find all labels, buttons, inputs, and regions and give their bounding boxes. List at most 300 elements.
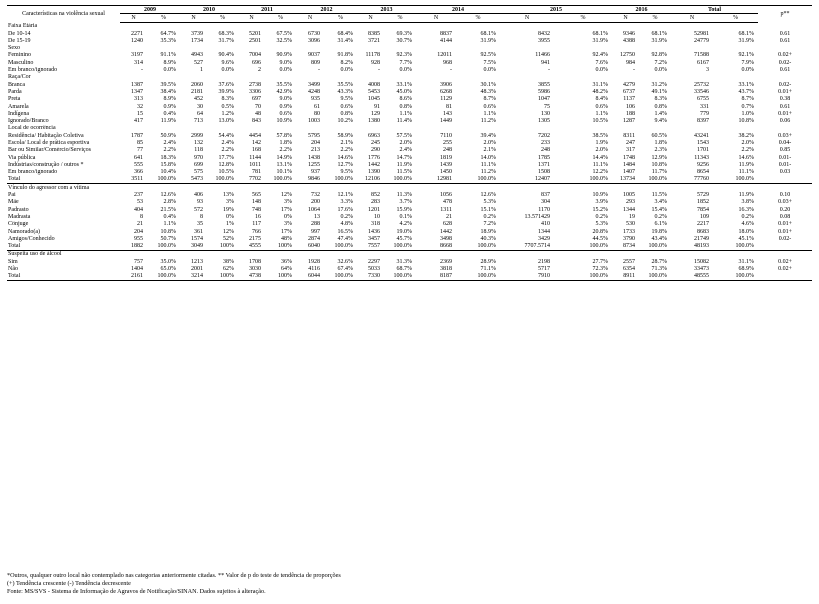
cell-percent: 48.2%	[592, 88, 609, 95]
cell-percent: 39.5%	[160, 81, 176, 88]
cell-percent: 100.0%	[639, 273, 671, 281]
cell-percent: 91.8%	[337, 52, 354, 59]
cell-percent: 14.6%	[337, 154, 354, 161]
cell-percent: 64.7%	[160, 30, 176, 37]
cell-percent: 15.2%	[592, 206, 609, 213]
cell-percent: 10.4%	[160, 169, 176, 176]
cell-count: -	[318, 67, 321, 74]
cell-count: 5201	[249, 30, 261, 37]
cell-percent: 100.0%	[147, 273, 180, 281]
header-n: N	[416, 14, 456, 22]
cell-percent: 8.9%	[163, 96, 176, 103]
cell-percent: 0.9%	[279, 103, 293, 110]
row-label: Padrasto	[8, 206, 29, 213]
cell-count: 9037	[308, 52, 321, 59]
cell-count: 12011	[437, 52, 453, 59]
row-label: Em branco/ignorado	[8, 169, 58, 176]
cell-percent: 21.5%	[160, 206, 176, 213]
cell-count: 366	[134, 169, 143, 176]
header-n: N	[357, 14, 384, 22]
cell-percent: 50.7%	[160, 235, 176, 242]
cell-percent: 64%	[281, 266, 293, 273]
cell-percent: 15.4%	[651, 206, 668, 213]
cell-count: 4144	[440, 37, 453, 44]
table-row	[7, 258, 812, 265]
row-label: Preta	[8, 96, 21, 103]
cell-count: 361	[194, 228, 203, 235]
cell-count: 1011	[249, 161, 261, 168]
header-pct: %	[456, 14, 500, 22]
cell-count: 3739	[191, 30, 203, 37]
cell-percent: 10.1%	[276, 169, 293, 176]
cell-count: 8187	[416, 273, 456, 281]
cell-count: 3721	[368, 37, 381, 44]
cell-percent: 67.4%	[337, 266, 354, 273]
cell-percent: 31.1%	[738, 258, 755, 265]
cell-percent: 100.0%	[324, 273, 357, 281]
cell-count: 313	[134, 96, 143, 103]
cell-count: 4388	[623, 37, 636, 44]
cell-p-value: 0.01-	[778, 154, 792, 161]
cell-count: 8668	[416, 243, 456, 251]
cell-count: 1390	[368, 169, 381, 176]
cell-count: 19	[629, 213, 636, 220]
cell-count: 1201	[368, 206, 381, 213]
header-year: 2012	[296, 6, 357, 14]
cell-percent: 40.3%	[480, 235, 497, 242]
cell-count: 1734	[191, 37, 203, 44]
table-row	[7, 147, 812, 154]
cell-count: 1748	[623, 154, 636, 161]
cell-count: 997	[311, 228, 321, 235]
cell-percent: 2.2%	[340, 147, 354, 154]
cell-count: 188	[626, 110, 636, 117]
cell-count: 117	[252, 221, 261, 228]
cell-percent: 10.8%	[738, 118, 755, 125]
row-label: Bar ou Similar/Comércio/Serviços	[8, 147, 91, 154]
cell-percent: 50.9%	[160, 132, 176, 139]
cell-count: 255	[443, 139, 453, 146]
cell-percent: 19%	[223, 206, 234, 213]
cell-count: 8734	[612, 243, 639, 251]
cell-p-value: 0.02+	[778, 266, 792, 273]
row-label: Indústrias/construção / outros *	[8, 161, 84, 168]
cell-percent: 0%	[226, 213, 234, 220]
cell-percent: 8.7%	[741, 96, 755, 103]
header-year: 2016	[612, 6, 671, 14]
cell-count: 2297	[368, 258, 381, 265]
cell-percent: 19.0%	[396, 228, 413, 235]
cell-percent: 100.0%	[713, 273, 758, 281]
cell-p-value: 0.03+	[778, 199, 792, 206]
header-pct: %	[265, 14, 296, 22]
table-row	[7, 30, 812, 37]
cell-percent: 17%	[281, 206, 293, 213]
cell-percent: 100.0%	[147, 176, 180, 184]
cell-percent: 12.7%	[337, 161, 354, 168]
cell-count: 779	[700, 110, 710, 117]
header-p-value: p**	[758, 6, 812, 23]
cell-percent: 5.3%	[483, 199, 497, 206]
cell-p-value	[758, 176, 812, 184]
cell-count: 15082	[694, 258, 710, 265]
cell-count: 118	[194, 147, 203, 154]
cell-percent: 71.1%	[480, 266, 497, 273]
cell-count: 1170	[538, 206, 551, 213]
cell-percent: 0.2%	[595, 213, 609, 220]
cell-percent: 0.0%	[340, 67, 354, 74]
cell-percent: 12%	[281, 192, 293, 199]
cell-count: 12981	[416, 176, 456, 184]
cell-percent: 1.8%	[279, 139, 293, 146]
cell-count: 35	[197, 221, 203, 228]
cell-p-value: 0.38	[779, 96, 791, 103]
cell-percent: 72.3%	[592, 266, 609, 273]
cell-count: 8837	[440, 30, 453, 37]
total-row	[7, 243, 812, 251]
cell-count: 4555	[238, 243, 265, 251]
cell-percent: 11.9%	[160, 118, 176, 125]
cell-count: 1	[200, 67, 203, 74]
cell-percent: 1.1%	[163, 221, 176, 228]
cell-percent: 8.6%	[399, 96, 413, 103]
cell-count: 1045	[368, 96, 381, 103]
cell-percent: 0.6%	[279, 110, 293, 117]
cell-percent: 0.2%	[654, 213, 668, 220]
cell-count: 1450	[440, 169, 453, 176]
cell-percent: 45.0%	[396, 88, 413, 95]
cell-percent: 13.0%	[218, 118, 234, 125]
section-title: Local de ocorrência	[8, 125, 56, 132]
cell-count: 331	[700, 103, 710, 110]
cell-percent: 30.1%	[480, 81, 497, 88]
cell-p-value	[758, 273, 812, 281]
cell-percent: 31.7%	[218, 37, 234, 44]
cell-count: 941	[541, 59, 551, 66]
cell-p-value: 0.02+	[778, 258, 792, 265]
cell-count: 2161	[120, 273, 147, 281]
cell-percent: 90.9%	[276, 52, 293, 59]
cell-percent: 18.9%	[480, 228, 497, 235]
cell-percent: 92.4%	[592, 52, 609, 59]
cell-percent: 31.9%	[480, 37, 497, 44]
cell-count: 6354	[623, 266, 636, 273]
cell-percent: 67.5%	[276, 30, 293, 37]
cell-percent: 2.1%	[483, 147, 497, 154]
cell-percent: 10.8%	[651, 161, 668, 168]
note-line-3: Fonte: MS/SVS - Sistema de Informação de Agravos de Notificação/SINAN. Dados sujeitos à alteração.	[7, 588, 266, 596]
cell-p-value: 0.02-	[778, 59, 792, 66]
cell-count: 1407	[623, 169, 636, 176]
cell-count: 757	[134, 258, 143, 265]
cell-count: 3429	[538, 235, 551, 242]
cell-count: 1776	[368, 154, 381, 161]
cell-count: 77	[137, 147, 143, 154]
cell-count: 3030	[249, 266, 261, 273]
cell-percent: 0.4%	[163, 213, 176, 220]
row-label: Cônjuge	[8, 221, 29, 228]
cell-percent: 10.5%	[592, 118, 609, 125]
cell-p-value: 0.01+	[778, 88, 792, 95]
cell-count: 1129	[440, 96, 453, 103]
table-row	[7, 37, 812, 44]
cell-percent: 0.7%	[741, 103, 755, 110]
cell-percent: 17%	[281, 228, 293, 235]
cell-count: 142	[252, 139, 261, 146]
cell-count: 748	[252, 206, 261, 213]
table-row	[7, 139, 812, 146]
cell-count: 1404	[131, 266, 143, 273]
cell-percent: 3.8%	[741, 199, 755, 206]
cell-percent: 9.0%	[279, 59, 293, 66]
cell-count: 6755	[697, 96, 710, 103]
cell-count: 2369	[440, 258, 453, 265]
cell-count: 1442	[440, 228, 453, 235]
cell-count: 852	[371, 192, 381, 199]
cell-count: 641	[134, 154, 143, 161]
cell-count: 1047	[538, 96, 551, 103]
cell-percent: 12.6%	[480, 192, 497, 199]
cell-count: 8311	[623, 132, 636, 139]
cell-count: 8683	[697, 228, 710, 235]
cell-percent: 2.1%	[340, 139, 354, 146]
cell-percent: 68.7%	[396, 266, 413, 273]
cell-percent: 100.0%	[554, 273, 612, 281]
row-label: Ignorado/Branco	[8, 118, 49, 125]
cell-percent: 1%	[226, 221, 234, 228]
cell-count: -	[450, 67, 453, 74]
cell-percent: 0.2%	[483, 213, 497, 220]
cell-percent: 11.4%	[396, 118, 413, 125]
cell-count: 3457	[368, 235, 381, 242]
cell-percent: 31.2%	[651, 81, 668, 88]
cell-percent: 90.4%	[218, 52, 234, 59]
cell-count: 314	[134, 59, 143, 66]
header-year: 2011	[238, 6, 296, 14]
cell-count: 8397	[697, 118, 710, 125]
cell-percent: 5.3%	[595, 221, 609, 228]
cell-count: 213	[311, 147, 321, 154]
cell-count: 204	[311, 139, 321, 146]
cell-count: 1733	[623, 228, 636, 235]
cell-percent: 68.1%	[651, 30, 668, 37]
cell-count: 1701	[697, 147, 710, 154]
cell-percent: 43.3%	[337, 88, 354, 95]
cell-count: 6963	[368, 132, 381, 139]
cell-percent: 68.9%	[738, 266, 755, 273]
cell-percent: 100.0%	[554, 243, 612, 251]
cell-percent: 10.5%	[218, 169, 234, 176]
row-label: Escola/ Local de prática esportiva	[8, 139, 90, 146]
cell-percent: 0.6%	[483, 103, 497, 110]
cell-percent: 100.0%	[384, 243, 416, 251]
cell-percent: 38.4%	[160, 88, 176, 95]
cell-count: 6730	[308, 30, 321, 37]
section-title: Raça/Cor	[8, 74, 31, 81]
table-row	[7, 52, 812, 59]
cell-count: 6268	[440, 88, 453, 95]
cell-percent: 11.5%	[396, 169, 413, 176]
cell-count: 697	[252, 96, 261, 103]
cell-percent: 3.4%	[654, 199, 668, 206]
cell-percent: 17.6%	[337, 206, 354, 213]
header-n: N	[612, 14, 639, 22]
cell-count: 48193	[671, 243, 713, 251]
cell-percent: 10.2%	[337, 118, 354, 125]
table-notes	[7, 572, 341, 597]
cell-percent: 7.6%	[595, 59, 609, 66]
cell-percent: 0.5%	[221, 103, 234, 110]
cell-count: 1387	[131, 81, 143, 88]
cell-percent: 68.1%	[738, 30, 755, 37]
cell-percent: 0.8%	[399, 103, 413, 110]
cell-count: 1380	[368, 118, 381, 125]
cell-count: 2181	[191, 88, 203, 95]
cell-count: 3197	[131, 52, 143, 59]
cell-p-value: 0.61	[779, 30, 791, 37]
cell-percent: 3%	[226, 199, 234, 206]
cell-percent: 49.1%	[651, 88, 668, 95]
cell-count: 417	[134, 118, 143, 125]
cell-percent: 0.4%	[163, 110, 176, 117]
cell-count: 6167	[697, 59, 710, 66]
total-row	[7, 273, 812, 281]
cell-count: 2501	[249, 37, 261, 44]
cell-percent: 2.0%	[483, 139, 497, 146]
cell-count: 8911	[612, 273, 639, 281]
cell-p-value: 0.08	[779, 213, 791, 220]
table-row	[7, 191, 812, 198]
cell-count: 6040	[296, 243, 324, 251]
section-row	[7, 125, 812, 132]
cell-count: 1213	[191, 258, 203, 265]
table-row	[7, 235, 812, 242]
row-label: Feminino	[8, 52, 32, 59]
cell-p-value: 0.61	[779, 67, 791, 74]
cell-count: 1344	[538, 228, 551, 235]
cell-count: 4279	[623, 81, 636, 88]
cell-percent: 12%	[223, 228, 234, 235]
cell-count: 565	[252, 192, 261, 199]
cell-percent: 7.9%	[741, 59, 755, 66]
cell-percent: 14.7%	[396, 154, 413, 161]
cell-count: 3499	[308, 81, 321, 88]
cell-count: 30	[197, 103, 203, 110]
cell-percent: 9.5%	[340, 96, 354, 103]
cell-count: 2217	[697, 221, 710, 228]
cell-count: 9846	[296, 176, 324, 184]
cell-count: 32	[137, 103, 143, 110]
cell-p-value	[758, 243, 812, 251]
cell-count: 3306	[249, 88, 261, 95]
cell-count: 7702	[238, 176, 265, 184]
cell-percent: 100.0%	[384, 273, 416, 281]
cell-count: 132	[194, 139, 203, 146]
cell-percent: 8.9%	[163, 59, 176, 66]
cell-count: 245	[371, 139, 381, 146]
cell-count: 575	[194, 169, 203, 176]
cell-percent: 6.1%	[654, 221, 668, 228]
cell-percent: 38%	[223, 258, 234, 265]
cell-percent: 8.4%	[595, 96, 609, 103]
cell-count: 248	[443, 147, 453, 154]
cell-percent: 100%	[265, 273, 296, 281]
cell-count: 406	[194, 192, 203, 199]
cell-count: 7854	[697, 206, 710, 213]
cell-percent: 3.3%	[340, 199, 354, 206]
cell-percent: 92.1%	[738, 52, 755, 59]
cell-count: 3049	[180, 243, 207, 251]
table-row	[7, 221, 812, 228]
cell-percent: 58.9%	[337, 132, 354, 139]
cell-count: 64	[197, 110, 203, 117]
cell-count: 16	[255, 213, 261, 220]
cell-percent: 8.3%	[654, 96, 668, 103]
cell-percent: 12.8%	[218, 161, 234, 168]
cell-count: 3955	[538, 37, 551, 44]
cell-count: 5033	[368, 266, 381, 273]
cell-percent: 4.6%	[741, 221, 755, 228]
cell-count: 1344	[623, 206, 636, 213]
header-n: N	[238, 14, 265, 22]
total-row	[7, 176, 812, 184]
cell-percent: 39.4%	[480, 132, 497, 139]
cell-count: 5473	[180, 176, 207, 184]
cell-p-value: 0.01+	[778, 110, 792, 117]
row-label: Indígena	[8, 110, 29, 117]
cell-count: 5717	[538, 266, 551, 273]
cell-count: 2	[258, 67, 261, 74]
cell-percent: 31.3%	[396, 258, 413, 265]
cell-p-value: 0.02-	[778, 81, 792, 88]
row-label: Amarela	[8, 103, 29, 110]
cell-percent: 2.4%	[221, 139, 234, 146]
cell-count: 5453	[368, 88, 381, 95]
cell-percent: 0.8%	[654, 103, 668, 110]
cell-count: 1064	[308, 206, 321, 213]
cell-count: 129	[371, 110, 381, 117]
cell-count: 3	[706, 67, 710, 74]
cell-percent: 2.2%	[741, 147, 755, 154]
cell-count: -	[378, 67, 381, 74]
cell-count: 843	[252, 118, 261, 125]
cell-percent: 18.0%	[738, 228, 755, 235]
cell-percent: 1.9%	[595, 139, 609, 146]
cell-percent: 2.0%	[595, 147, 609, 154]
header-pct: %	[713, 14, 758, 22]
header-pct: %	[324, 14, 357, 22]
row-label: Total	[7, 176, 120, 184]
cell-count: 2271	[131, 30, 143, 37]
cell-count: 80	[314, 110, 321, 117]
cell-count: 1787	[131, 132, 143, 139]
cell-percent: 2.4%	[163, 139, 176, 146]
cell-count: 318	[371, 221, 381, 228]
cell-percent: 2.0%	[741, 139, 755, 146]
cell-count: 628	[443, 221, 453, 228]
cell-percent: 0.0%	[483, 67, 497, 74]
cell-percent: 3.7%	[399, 199, 413, 206]
cell-percent: 30.7%	[396, 37, 413, 44]
cell-count: 200	[311, 199, 321, 206]
header-characteristics: Características na violência sexual	[7, 6, 120, 23]
cell-count: 1311	[440, 206, 453, 213]
cell-percent: 1.2%	[221, 110, 234, 117]
cell-percent: 37.6%	[218, 81, 234, 88]
cell-percent: 100.0%	[207, 176, 238, 184]
cell-percent: 13%	[223, 192, 234, 199]
row-label: Namorado(a)	[8, 228, 40, 235]
